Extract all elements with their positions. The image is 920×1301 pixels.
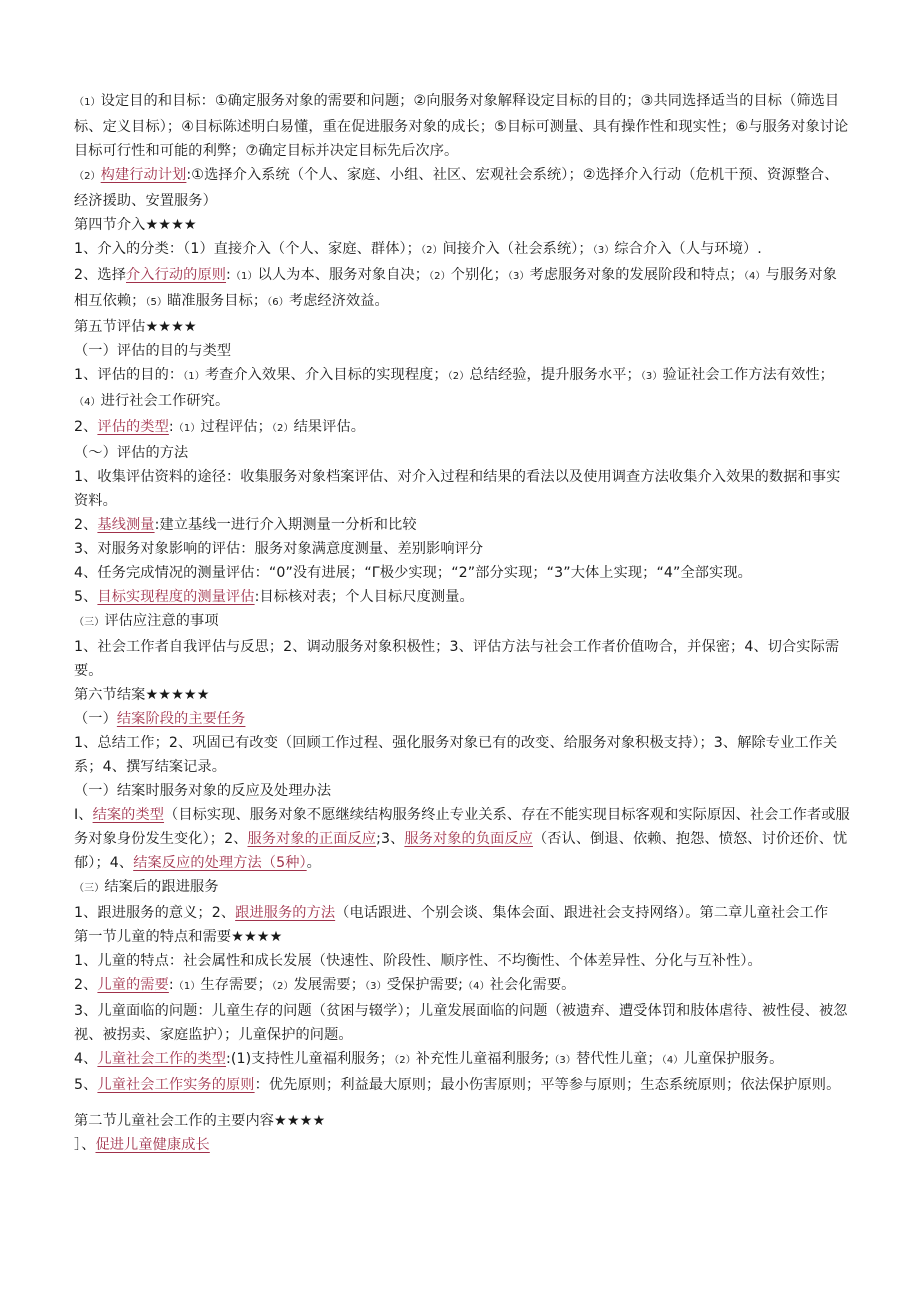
text-run: I、 — [74, 807, 93, 823]
text-run: ;3、 — [376, 831, 405, 847]
underlined-term: 介入行动的原则 — [126, 267, 227, 283]
item-number: （2） — [271, 981, 294, 992]
paragraph — [74, 237, 850, 263]
text-run: 生存需要； — [200, 977, 272, 993]
underlined-term: 跟进服务的方法 — [235, 905, 336, 921]
item-number: （2） — [420, 245, 443, 256]
item-number: （1） — [74, 97, 101, 108]
item-number: （4） — [463, 981, 490, 992]
item-number: （2） — [74, 171, 101, 182]
text-run: 考虑服务对象的发展阶段和特点； — [529, 267, 744, 283]
underlined-term: 评估的类型 — [97, 419, 169, 435]
paragraph — [74, 803, 850, 875]
text-run: 儿童保护服务。 — [683, 1051, 784, 1067]
text-run: 。 — [306, 855, 321, 871]
paragraph — [74, 635, 850, 683]
item-number: （3） — [507, 271, 530, 282]
text-run: 与服务对象相互依赖； — [74, 267, 837, 309]
item-number: （三） — [74, 617, 105, 628]
text-run: :①选择介入系统（个人、家庭、小组、社区、宏观社会系统）；②选择介入行动（危机干预、资源整合、经济援助、安置服务） — [74, 167, 839, 209]
text-run: 第六节结案★★★★★ — [74, 687, 210, 703]
underlined-term: 服务对象的负面反应 — [404, 831, 533, 847]
text-run: 2、 — [74, 419, 98, 435]
text-run: 第一节儿童的特点和需要★★★★ — [74, 929, 283, 945]
text-run: 设定目的和目标：①确定服务对象的需要和问题；②向服务对象解释设定目标的目的；③共同选择适当的目标（筛选目标、定义目标）；④目标陈述明白易懂，重在促进服务对象的成长；⑤目标可测量、具有操作性和现实性；⑥与服务对象讨论目标可行性和可能的利弊；⑦确定目标并决定目标先后次序。 — [74, 93, 849, 159]
item-number: （4） — [661, 1055, 684, 1066]
underlined-term: 构建行动计划 — [100, 167, 187, 183]
paragraph — [74, 1047, 850, 1073]
text-run: 2、 — [74, 977, 98, 993]
text-run: :建立基线一进行介入期测量一分析和比较 — [154, 517, 417, 533]
text-run: : — [168, 419, 174, 435]
text-run: （～）评估的方法 — [74, 445, 189, 461]
paragraph — [74, 263, 850, 315]
text-run: （一）结案时服务对象的反应及处理办法 — [74, 783, 332, 799]
text-run: 4、任务完成情况的测量评估：“0”没有进展；“Γ极少实现；“2”部分实现；“3”大体上实现；“4”全部实现。 — [74, 565, 752, 581]
text-run: 社会化需要。 — [489, 977, 576, 993]
text-run: 考查介入效果、介入目标的实现程度； — [204, 367, 448, 383]
underlined-term: 结案的类型 — [92, 807, 165, 823]
text-run: 2、选择 — [74, 267, 126, 283]
text-run: 受保护需要; — [386, 977, 464, 993]
paragraph — [74, 949, 850, 973]
paragraph-gap — [74, 1097, 850, 1109]
text-run: 进行社会工作研究。 — [100, 393, 230, 409]
item-number: （3） — [549, 1055, 576, 1066]
text-run: 个别化； — [450, 267, 508, 283]
paragraph — [74, 1133, 850, 1157]
paragraph — [74, 925, 850, 949]
paragraph — [74, 901, 850, 925]
text-run: 替代性儿童； — [575, 1051, 662, 1067]
item-number: （2） — [429, 271, 451, 282]
paragraph — [74, 363, 850, 415]
text-run: 第五节评估★★★★ — [74, 319, 197, 335]
paragraph — [74, 779, 850, 803]
text-run: 总结经验，提升服务水平； — [469, 367, 641, 383]
item-number: （2） — [394, 1055, 416, 1066]
item-number: （1） — [183, 371, 205, 382]
paragraph — [74, 537, 850, 561]
paragraph — [74, 1109, 850, 1133]
text-run: （电话跟进、个别会谈、集体会面、跟进社会支持网络）。第二章儿童社会工作 — [335, 905, 829, 921]
text-run: 以人为本、服务对象自决； — [257, 267, 430, 283]
text-run: 4、 — [74, 1051, 98, 1067]
text-run: 3、儿童面临的问题：儿童生存的问题（贫困与辍学）；儿童发展面临的问题（被遗弃、遭受体罚和肢体虐待、被性侵、被忽视、被拐卖、家庭监护）；儿童保护的问题。 — [74, 1003, 848, 1043]
text-run: 5、 — [74, 589, 98, 605]
text-run: 3、对服务对象影响的评估：服务对象满意度测量、差别影响评分 — [74, 541, 484, 557]
paragraph — [74, 683, 850, 707]
paragraph — [74, 875, 850, 901]
item-number: （2） — [447, 371, 470, 382]
text-run: : — [168, 977, 174, 993]
paragraph — [74, 89, 850, 163]
paragraph — [74, 513, 850, 537]
text-run: 过程评估； — [200, 419, 272, 435]
underlined-term: 基线测量 — [97, 517, 155, 533]
paragraph — [74, 1073, 850, 1097]
item-number: （4） — [74, 397, 101, 408]
item-number: （三） — [74, 883, 105, 894]
text-run: :目标核对表；个人目标尺度测量。 — [254, 589, 474, 605]
underlined-term: 促进儿童健康成长 — [95, 1137, 210, 1153]
text-run: 评估应注意的事项 — [104, 613, 219, 629]
underlined-term: 儿童社会工作的类型 — [97, 1051, 227, 1067]
text-run: 2、 — [74, 517, 98, 533]
text-run: 5、 — [74, 1077, 98, 1093]
text-run: 1、总结工作；2、巩固已有改变（回顾工作过程、强化服务对象已有的改变、给服务对象积极支持）；3、解除专业工作关系；4、撰写结案记录。 — [74, 735, 838, 775]
text-run: 1、介入的分类：（1） — [74, 241, 214, 257]
paragraph — [74, 213, 850, 237]
underlined-term: 结案阶段的主要任务 — [116, 711, 246, 727]
text-run: : — [226, 267, 231, 283]
paragraph — [74, 339, 850, 363]
text-run: 结果评估。 — [293, 419, 366, 435]
paragraph — [74, 561, 850, 585]
item-number: （3） — [640, 371, 663, 382]
text-run: （目标实现、服务对象不愿继续结构服务终止专业关系、存在不能实现目标客观和实际原因、社会工作者或服务对象身份发生变化）；2、 — [74, 807, 850, 847]
text-run: 直接介入（个人、家庭、群体）； — [213, 241, 421, 257]
paragraph — [74, 609, 850, 635]
text-run: ］、 — [74, 1137, 96, 1153]
item-number: （1） — [173, 981, 201, 992]
text-run: 瞄准服务目标； — [167, 293, 268, 309]
text-run: 结案后的跟进服务 — [104, 879, 219, 895]
underlined-term: 服务对象的正面反应 — [247, 831, 377, 847]
item-number: （2） — [271, 423, 294, 434]
text-run: 1、评估的目的： — [74, 367, 184, 383]
paragraph — [74, 585, 850, 609]
paragraph — [74, 731, 850, 779]
underlined-term: 目标实现程度的测量评估 — [97, 589, 255, 605]
paragraph — [74, 315, 850, 339]
text-run: 第二节儿童社会工作的主要内容★★★★ — [74, 1113, 326, 1129]
text-run: 综合介入（人与环境）. — [614, 241, 762, 257]
text-run: 考虑经济效益。 — [288, 293, 389, 309]
underlined-term: 结案反应的处理方法（5种） — [133, 855, 307, 871]
text-run: 验证社会工作方法有效性； — [662, 367, 834, 383]
text-run: 1、儿童的特点：社会属性和成长发展（快速性、阶段性、顺序性、不均衡性、个体差异性、分化与互补性）。 — [74, 953, 762, 969]
item-number: （1） — [173, 423, 201, 434]
text-run: :(1)支持性儿童福利服务； — [226, 1051, 395, 1067]
item-number: （3） — [365, 981, 387, 992]
paragraph — [74, 441, 850, 465]
text-run: （一） — [74, 711, 117, 727]
text-run: 发展需要； — [293, 977, 366, 993]
text-run: 间接介入（社会系统）； — [442, 241, 593, 257]
underlined-term: 儿童的需要 — [97, 977, 169, 993]
paragraph — [74, 999, 850, 1047]
underlined-term: 儿童社会工作实务的原则 — [97, 1077, 255, 1093]
text-run: 1、跟进服务的意义；2、 — [74, 905, 236, 921]
item-number: （6） — [267, 297, 289, 308]
text-run: （一）评估的目的与类型 — [74, 343, 232, 359]
item-number: （5） — [145, 297, 168, 308]
text-run: 1、社会工作者自我评估与反思；2、调动服务对象积极性；3、评估方法与社会工作者价值吻合，并保密；4、切合实际需要。 — [74, 639, 840, 679]
item-number: （4） — [743, 271, 766, 282]
text-run: 补充性儿童福利服务; — [415, 1051, 550, 1067]
paragraph — [74, 973, 850, 999]
text-run: ：优先原则；利益最大原则；最小伤害原则；平等参与原则；生态系统原则；依法保护原则。 — [254, 1077, 841, 1093]
text-run: 第四节介入★★★★ — [74, 217, 197, 233]
paragraph — [74, 465, 850, 513]
text-run: （否认、倒退、依赖、抱怨、愤怒、讨价还价、忧郁）；4、 — [74, 831, 848, 871]
item-number: （3） — [592, 245, 615, 256]
text-run: 1、收集评估资料的途径：收集服务对象档案评估、对介入过程和结果的看法以及使用调查方法收集介入效果的数据和事实资料。 — [74, 469, 841, 509]
paragraph — [74, 415, 850, 441]
item-number: （1） — [230, 271, 258, 282]
paragraph — [74, 707, 850, 731]
paragraph — [74, 163, 850, 213]
